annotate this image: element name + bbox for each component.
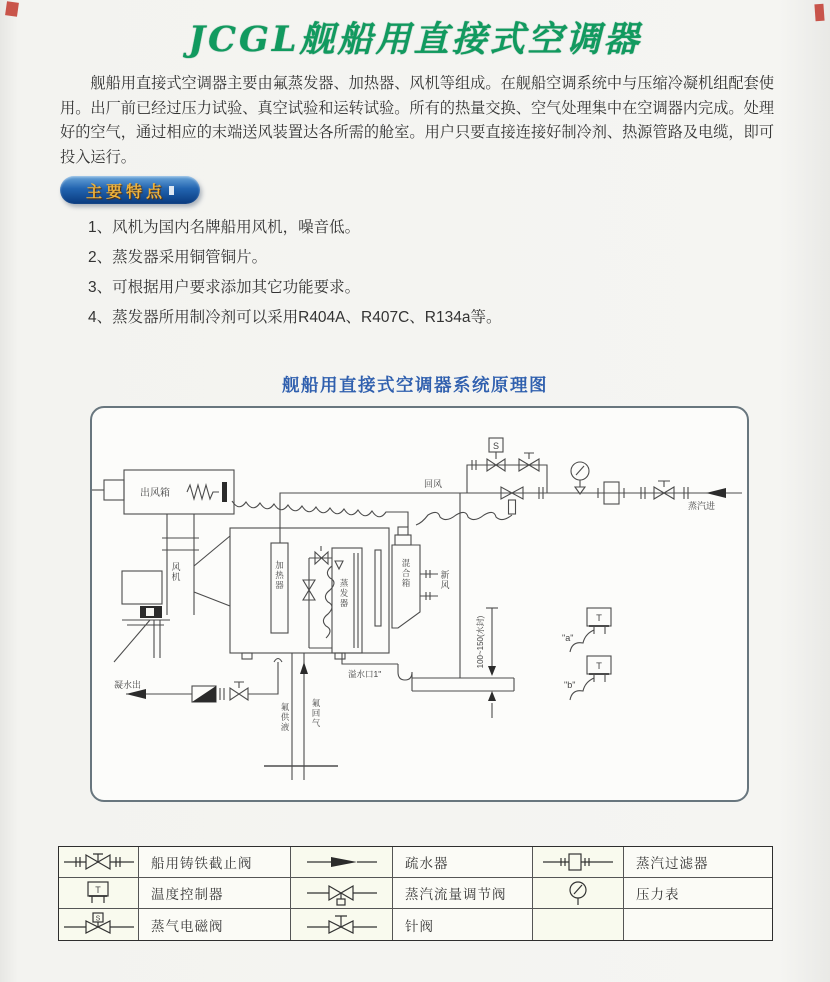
duct-connector [222,482,227,502]
intro-paragraph: 舰船用直接式空调器主要由氟蒸发器、加热器、风机等组成。在舰船空调系统中与压缩冷凝机组配套使用。出厂前已经过压力试验、真空试验和运转试验。所有的热量交换、空气处理集中在空调器内完成。处理好的空气，通过相应的末端送风装置达各所需的舱室。用户只要直接连接好制冷剂、热源管路及电缆，即可投入运行。 [60,75,774,166]
freon-gas-label: 氟回气 [311,698,321,728]
steam-inlet-arrow [706,488,726,498]
fan-section [162,514,230,615]
legend-name-cell [393,909,533,940]
pressure-gauge-icon [541,880,615,906]
steam-stop-valve [654,481,674,499]
feature-item-2: 2、蒸发器采用铜管铜片。 [88,249,268,266]
overflow-label: 溢水口1" [348,669,382,679]
legend-label: 温度控制器 [151,887,224,902]
flexible-duct-scallops [232,501,408,527]
air-outlet-box [92,470,234,514]
mixing-box-label: 混合箱 [401,558,411,588]
fan-label: 风机 [171,562,181,582]
fresh-air-label: 新风 [440,570,450,590]
legend-symbol-steam-filter [533,847,624,878]
heater [271,543,288,633]
legend-symbol-pressure-gauge [533,878,624,909]
probe-a-label: "a" [562,633,574,643]
features-badge-label: 主要特点 [85,183,166,201]
feature-item-1: 1、风机为国内名牌船用风机，噪音低。 [88,219,361,236]
return-air-duct [232,479,442,527]
legend-name-cell [139,878,291,909]
legend-symbol-temperature-controller [59,878,139,909]
features-list [88,213,748,333]
thermostat-b [564,656,611,700]
freon-pipes [264,653,338,780]
badge-decoration [169,186,174,195]
steam-piping [280,438,742,678]
condensate-drain [114,659,282,703]
diagram-title: 舰船用直接式空调器系统原理图 [282,375,548,395]
system-diagram [92,408,747,800]
legend-symbol-steam-solenoid-valve [59,909,139,940]
return-air-label: 回风 [424,479,443,489]
casing-foot [335,653,345,659]
legend-name-cell [393,878,533,909]
feature-item-3: 3、可根据用户要求添加其它功能要求。 [88,279,361,296]
legend-name-cell [393,847,533,878]
thermostat-tag: T [596,613,602,624]
fan-cone [194,536,230,566]
needle-valve-icon [305,912,379,938]
evaporator-label: 蒸发器 [339,578,349,608]
steam-in-label: 蒸汽进 [688,501,716,511]
steam-solenoid-valve-icon [62,912,136,938]
legend-symbol-empty [533,909,624,940]
thermostat-a [562,608,611,652]
probe-b-label: "b" [564,680,576,690]
legend-label: 蒸汽过滤器 [636,856,709,871]
svg-text:T: T [94,885,101,895]
legend-label: 蒸汽流量调节阀 [405,887,507,902]
spring-symbol [187,485,219,499]
overflow-water-seal [342,608,514,718]
flow-regulating-valve-icon [305,880,379,906]
distributor-triangle [335,561,343,569]
legend-name-cell [624,878,772,909]
pressure-gauge [571,462,589,494]
steam-filter-icon [541,849,615,875]
water-seal-dimension: 100~150(水封) [476,615,485,669]
fresh-air-inlet [420,569,450,600]
legend-symbol-flow-regulating-valve [291,878,393,909]
legend-symbol-marine-globe-valve [59,847,139,878]
steam-trap-symbol [192,686,216,702]
legend-label: 船用铸铁截止阀 [151,856,253,871]
legend-name-cell [139,847,291,878]
legend-name-cell [139,909,291,940]
legend-label: 针阀 [405,918,434,934]
legend-name-cell-empty [624,909,772,940]
legend-table [58,846,773,941]
svg-text:S: S [95,915,100,922]
steam-trap-icon [305,849,379,875]
globe-valve-icon [62,849,136,875]
legend-symbol-steam-trap [291,847,393,878]
legend-name-cell [624,847,772,878]
features-badge [60,176,200,204]
heater-label: 加热器 [275,560,284,590]
capillary-coil [416,512,512,525]
casing-foot [242,653,252,659]
solenoid-tag: S [492,441,500,451]
outlet-fins [375,550,381,626]
fan-motor [114,571,170,662]
air-outlet-box-label: 出风箱 [140,488,170,499]
freon-liquid-label: 氟供液 [280,702,290,732]
dimension-arrow [475,608,498,718]
solenoid-bypass [467,438,547,493]
system-diagram-frame [90,406,749,802]
drain-valve [230,682,248,700]
legend-symbol-needle-valve [291,909,393,940]
feature-item-4: 4、蒸发器所用制冷剂可以采用R404A、R407C、R134a等。 [88,309,502,326]
mixing-box [392,527,420,628]
condensate-out-label: 凝水出 [114,680,142,690]
legend-label: 压力表 [636,887,680,902]
capillary-a [570,630,594,652]
temperature-controller-icon [62,880,136,906]
page-title: JCGL舰船用直接式空调器 [188,19,642,60]
legend-label: 蒸气电磁阀 [151,918,224,934]
expansion-valve-circuit [303,546,343,648]
thermostat-tag: T [596,661,602,672]
legend-label: 疏水器 [405,856,449,871]
